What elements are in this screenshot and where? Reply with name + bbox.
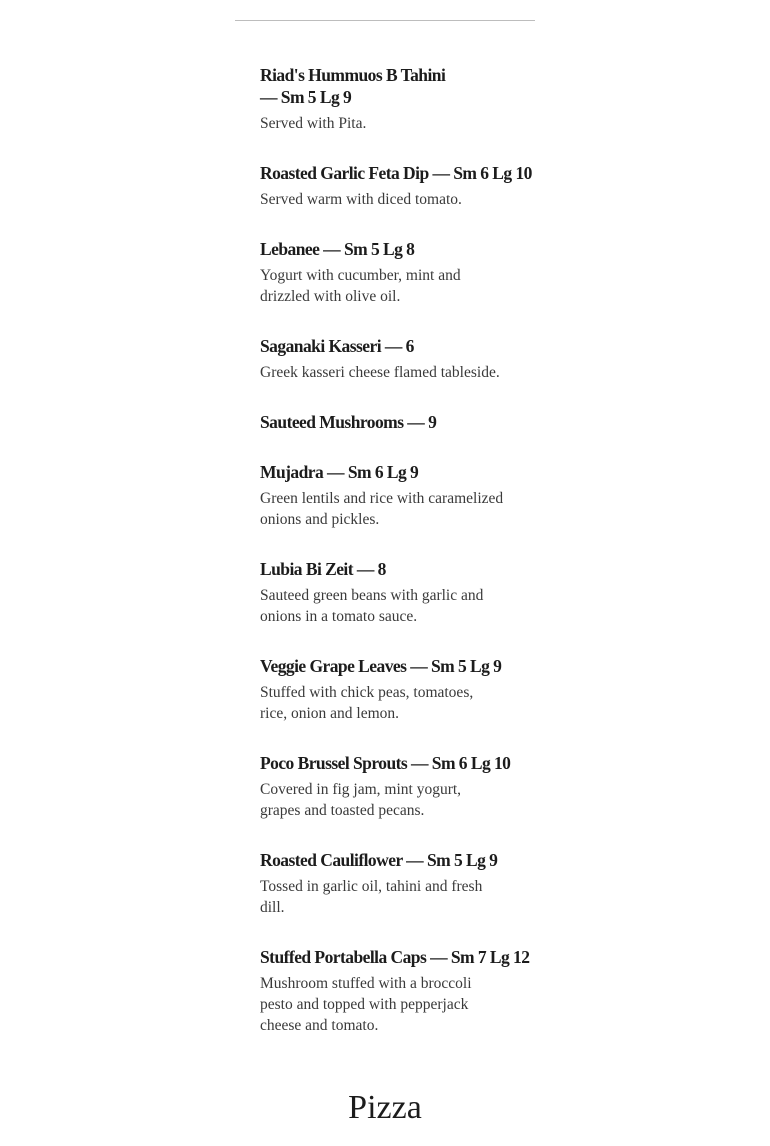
menu-item-title: Stuffed Portabella Caps — Sm 7 Lg 12 bbox=[260, 947, 530, 967]
menu-item bbox=[260, 655, 550, 724]
menu-item-title: Veggie Grape Leaves — Sm 5 Lg 9 bbox=[260, 656, 502, 676]
menu-item-description: Tossed in garlic oil, tahini and fresh dill. bbox=[260, 878, 483, 916]
menu-item bbox=[260, 558, 550, 627]
menu-item-description: Stuffed with chick peas, tomatoes, rice, onion and lemon. bbox=[260, 684, 474, 722]
menu-item bbox=[260, 849, 550, 918]
section-heading-pizza: Pizza bbox=[348, 1089, 422, 1126]
menu-item-description: Covered in fig jam, mint yogurt, grapes and toasted pecans. bbox=[260, 781, 462, 819]
menu-item-description: Sauteed green beans with garlic and onions in a tomato sauce. bbox=[260, 587, 484, 625]
menu-item-title: Mujadra — Sm 6 Lg 9 bbox=[260, 462, 419, 482]
menu-item-title: Poco Brussel Sprouts — Sm 6 Lg 10 bbox=[260, 753, 511, 773]
menu-item bbox=[260, 946, 550, 1036]
menu-item-title: Sauteed Mushrooms — 9 bbox=[260, 412, 437, 432]
menu-item-description: Mushroom stuffed with a broccoli pesto and topped with pepperjack cheese and tomato. bbox=[260, 975, 472, 1034]
menu-item bbox=[260, 64, 550, 134]
menu-item bbox=[260, 238, 550, 307]
menu-item-description: Greek kasseri cheese flamed tableside. bbox=[260, 364, 500, 381]
menu-list bbox=[260, 64, 550, 1064]
menu-item-title: Roasted Garlic Feta Dip — Sm 6 Lg 10 bbox=[260, 163, 532, 183]
menu-item-description: Yogurt with cucumber, mint and drizzled with olive oil. bbox=[260, 267, 461, 305]
menu-item-title: Saganaki Kasseri — 6 bbox=[260, 336, 414, 356]
menu-item bbox=[260, 335, 550, 383]
section-divider bbox=[235, 20, 535, 21]
menu-item-title: Riad's Hummuos B Tahini — Sm 5 Lg 9 bbox=[260, 65, 446, 107]
menu-item-description: Green lentils and rice with caramelized onions and pickles. bbox=[260, 490, 504, 528]
menu-item-description: Served warm with diced tomato. bbox=[260, 191, 462, 208]
menu-item bbox=[260, 461, 550, 530]
menu-item bbox=[260, 162, 550, 210]
menu-item-title: Lubia Bi Zeit — 8 bbox=[260, 559, 386, 579]
menu-item-title: Roasted Cauliflower — Sm 5 Lg 9 bbox=[260, 850, 498, 870]
menu-item bbox=[260, 411, 550, 433]
menu-item-description: Served with Pita. bbox=[260, 115, 367, 132]
menu-item-title: Lebanee — Sm 5 Lg 8 bbox=[260, 239, 415, 259]
menu-item bbox=[260, 752, 550, 821]
